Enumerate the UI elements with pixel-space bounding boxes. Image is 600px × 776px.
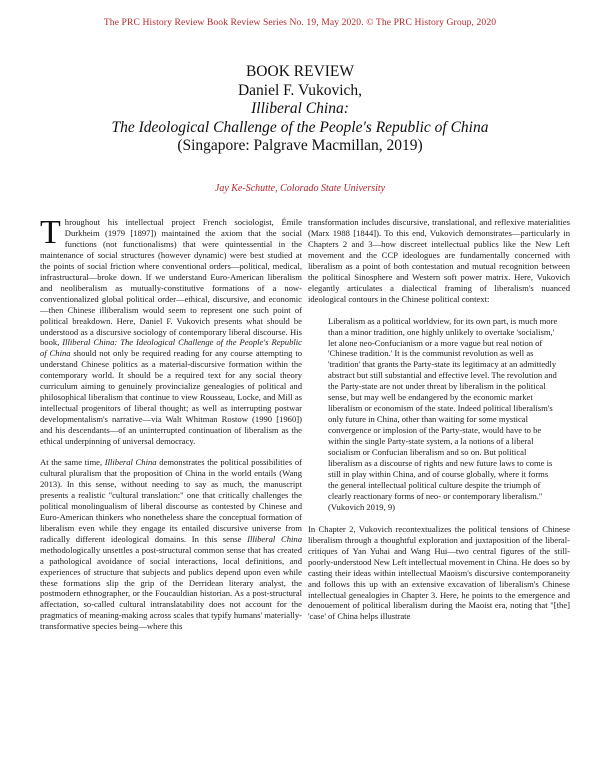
title-label: BOOK REVIEW xyxy=(245,63,355,80)
left-p1-text-a: hroughout his intellectual project French sociologist, Émile Durkheim (1979 [1897]) maintained the axiom that the social functions (not functionalisms) that were quintessential in the maintenance of social structures (however dynamic) were best studied at the points of social friction where conventional orders—political, medical, infrastructural—broke down. If we understand Euro-American liberalism and neoliberalism as mutually-constitutive formations of a now-conventionalized global political order—ethical, discursive, and economic—then Chinese illiberalism would seem to represent one such point of political breakdown. Here, Daniel F. Vukovich presents what should be understood as a discursive sociology of contemporary liberal discourse. His book, xyxy=(40,217,302,348)
left-p2-text-c: methodologically unsettles a post-structural common sense that has created a pathological avoidance of social interactions, local definitions, and experiences of structure that subjects and publics depend upon even while these formations slip the grip of the Derridean literary analyst, the postmodern ethnographer, or the Foucauldian historian. As a post-structural affectation, so-called cultural intranslatability does not account for the pragmatics of meaning-making across scales that typify humans' materially-transformative species being—where this xyxy=(40,544,302,632)
title-publisher: (Singapore: Palgrave Macmillan, 2019) xyxy=(177,137,423,155)
reviewer-line: Jay Ke-Schutte, Colorado State University xyxy=(214,183,386,194)
block-quote: Liberalism as a political worldview, for its own part, is much more than a minor tradition, one highly unlikely to overtake 'socialism,' let alone neo-Confucianism or a more vague but real notion of 'Chinese tradition.' It is the communist revolution as well as 'tradition' that grants the Party-state its legitimacy at an admittedly abstract but still substantial and effective level. The revolution and the Party-state are not under threat by liberalism in the political sense, but may well be endangered by the economic market liberalism or economism of the state. Indeed political liberalism's only future in China, other than waiting for some mystical convergence or implosion of the Party-state, would have to be within the single Party-state system, a la notions of a liberal socialism or Confucian liberalism and so on. But political liberalism as a discourse of rights and new future laws to come is still in play within China, and of course globally, where it forms the general intellectual political culture despite the triumph of clearly reactionary forms of neo- or contemporary liberalism." (Vukovich 2019, 9) xyxy=(328,315,558,512)
left-p2-text-b: demonstrates the political possibilities of cultural pluralism that the proposition of China in the world entails (Wang 2013). In this sense, without needing to say as much, the manuscript presents a realistic "cultural translation:" one that critically challenges the political monolingualism of liberal discourse as contested by Chinese and Euro-American thinkers who nonetheless share the conceptual formation of liberalism even while they engage its entailed discursive universe from radically different ideological domains. In this sense xyxy=(40,457,303,544)
left-p2-text-a: At the same time, xyxy=(40,457,105,468)
left-p2-book-title: Illiberal China xyxy=(104,457,157,468)
left-p1-text-b: should not only be required reading for any course attempting to understand Chinese politics as a material-discursive formation within the contemporary world. It should be a required text for any social theory curriculum aiming to genuinely provincialize genealogies of political and philosophical liberalism that continue to view Rousseau, Locke, and Mill as intellectual progenitors of liberal thought; as well as interrupting postwar developmentalism's narrative—via Walt Whitman Rostow (1990 [1960]) and his descendants—of an uninterrupted continuation of liberalism as the ethical underpinning of universal democracy. xyxy=(40,348,303,447)
left-p2-book-title-2: Illiberal China xyxy=(247,533,302,544)
right-paragraph-2: In Chapter 2, Vukovich recontextualizes the political tensions of Chinese liberalism through a thoughtful exploration and juxtaposition of the liberal-critiques of Yan Yuhai and Wang Hui—two central figures of the still-poorly-understood New Left intellectual movement in China. He does so by casting their ideas within intellectual Maoism's discursive contemporaneity and follows this up with an extensive excavation of liberalism's Chinese intellectual genealogies in Chapter 3. Here, he points to the emergence and denouement of political liberalism during the Maoist era, noting that "[the] 'case' of China helps illustrate xyxy=(308,523,570,622)
running-head: The PRC History Review Book Review Series No. 19, May 2020. © The PRC History Group, 2020 xyxy=(103,17,497,28)
left-paragraph-1 xyxy=(40,214,303,447)
left-paragraph-2 xyxy=(40,457,302,632)
title-subtitle: The Ideological Challenge of the People's Republic of China xyxy=(111,118,489,136)
right-column xyxy=(308,217,570,622)
title-book: Illiberal China: xyxy=(251,100,349,118)
title-author: Daniel F. Vukovich, xyxy=(237,81,363,99)
right-paragraph-1: transformation includes discursive, translational, and reflexive materialities (Marx 1988 [1844]). To this end, Vukovich demonstrates—particularly in Chapters 2 and 3—how discreet intellectual publics like the New Left movement and the CCP ideologues are fundamentally concerned with liberalism as a point of both contestation and mutual recognition between the political Sinosphere and Western soft power matrix. Here, Vukovich elegantly articulates a dialectical framing of liberalism's nuanced ideological contours in the Chinese political context: xyxy=(308,217,570,304)
left-column xyxy=(40,214,303,632)
drop-cap: T xyxy=(40,214,61,251)
left-p1-book-title: Illiberal China: The Ideological Challenge of the People's Republic of China xyxy=(40,337,302,359)
title-block xyxy=(0,63,600,156)
